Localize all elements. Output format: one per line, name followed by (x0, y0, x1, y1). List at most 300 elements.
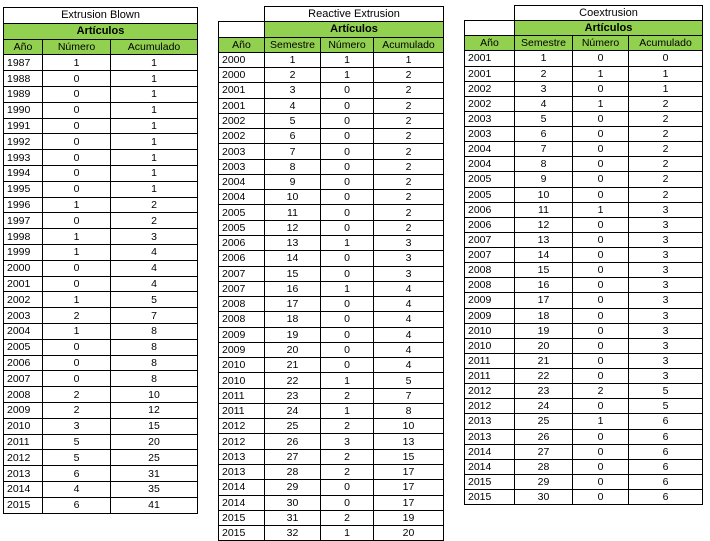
table-row (4, 276, 198, 292)
table-cell: 2005 (4, 339, 43, 355)
table-cell: 0 (573, 232, 629, 247)
table-cell: 2007 (219, 281, 265, 296)
table-cell: 2006 (465, 217, 515, 232)
table-cell: 4 (265, 98, 321, 113)
table-cell: 0 (321, 220, 374, 235)
table-row (219, 113, 444, 128)
table-row (219, 235, 444, 250)
table-row (4, 244, 198, 260)
table-cell: 1 (265, 52, 321, 67)
table-row (219, 174, 444, 189)
table-cell: 6 (43, 497, 111, 513)
table-cell: 0 (43, 276, 111, 292)
table-row (4, 292, 198, 308)
table-cell: 2 (374, 113, 444, 128)
table-cell: 3 (374, 235, 444, 250)
table-row (465, 338, 703, 353)
table-cell: 0 (573, 490, 629, 505)
table-body (465, 51, 703, 505)
table-cell: 6 (43, 466, 111, 482)
table-cell: 0 (573, 217, 629, 232)
table-row (465, 232, 703, 247)
table-cell: 3 (629, 202, 703, 217)
table-cell: 2006 (465, 202, 515, 217)
table-cell: 9 (515, 172, 573, 187)
table-cell: 3 (629, 308, 703, 323)
table-cell: 2 (629, 172, 703, 187)
table-cell: 2 (374, 220, 444, 235)
table-cell: 1 (111, 150, 198, 166)
table-row (465, 308, 703, 323)
table-cell: 2 (629, 111, 703, 126)
section-header: Artículos (515, 21, 703, 36)
table-cell: 12 (515, 217, 573, 232)
table-cell: 1 (573, 96, 629, 111)
table-cell: 1 (111, 71, 198, 87)
table-cell: 4 (111, 260, 198, 276)
table-cell: 2006 (219, 235, 265, 250)
table-cell: 2014 (4, 481, 43, 497)
table-cell: 0 (573, 323, 629, 338)
table-cell: 24 (515, 399, 573, 414)
table-cell: 2005 (465, 187, 515, 202)
table-cell: 2 (43, 308, 111, 324)
table-row (465, 384, 703, 399)
table-cell: 2008 (4, 387, 43, 403)
table-cell: 0 (43, 355, 111, 371)
table-cell: 1987 (4, 55, 43, 71)
table-cell: 30 (515, 490, 573, 505)
table-cell: 0 (43, 134, 111, 150)
table-cell: 20 (265, 342, 321, 357)
table-cell: 1 (515, 51, 573, 66)
table-cell: 15 (111, 418, 198, 434)
table-cell: 4 (111, 244, 198, 260)
table-cell: 6 (629, 474, 703, 489)
table-cell: 2006 (4, 355, 43, 371)
table-cell: 0 (321, 342, 374, 357)
table-cell: 13 (374, 434, 444, 449)
table-cell: 17 (374, 464, 444, 479)
table-cell: 26 (515, 429, 573, 444)
table-cell: 0 (43, 371, 111, 387)
table-row (4, 339, 198, 355)
table-cell: 3 (629, 263, 703, 278)
table-cell: 1991 (4, 118, 43, 134)
table-cell: 2004 (219, 190, 265, 205)
table-row (465, 187, 703, 202)
table-cell: 2 (321, 464, 374, 479)
table-row (219, 449, 444, 464)
table-row (4, 497, 198, 513)
table-cell: 2007 (4, 371, 43, 387)
table-cell: 5 (111, 292, 198, 308)
table-cell: 2 (374, 174, 444, 189)
table-cell: 1 (321, 235, 374, 250)
table-cell: 0 (321, 113, 374, 128)
table-cell: 1988 (4, 71, 43, 87)
table-cell: 21 (265, 358, 321, 373)
table-row (465, 414, 703, 429)
table-title: Coextrusion (515, 6, 703, 21)
table-cell: 0 (43, 118, 111, 134)
table-row (4, 434, 198, 450)
table-cell: 0 (43, 260, 111, 276)
table-row (465, 444, 703, 459)
table-cell: 1992 (4, 134, 43, 150)
table-cell: 0 (573, 127, 629, 142)
table-cell: 1 (374, 52, 444, 67)
table-cell: 2015 (4, 497, 43, 513)
table-cell: 5 (265, 113, 321, 128)
table-cell: 0 (321, 159, 374, 174)
table-cell: 0 (573, 81, 629, 96)
table-cell: 1 (43, 323, 111, 339)
table-cell: 1 (321, 68, 374, 83)
table-cell: 29 (265, 480, 321, 495)
table-cell: 2 (374, 129, 444, 144)
title-spacer (465, 6, 515, 21)
table-cell: 2 (374, 159, 444, 174)
table-row (4, 86, 198, 102)
table-cell: 16 (265, 281, 321, 296)
table-cell: 6 (629, 444, 703, 459)
table-row (219, 312, 444, 327)
table-cell: 1 (43, 244, 111, 260)
table-cell: 2 (321, 388, 374, 403)
table-cell: 12 (265, 220, 321, 235)
table-cell: 2008 (219, 312, 265, 327)
table-cell: 0 (43, 86, 111, 102)
table-cell: 2015 (465, 474, 515, 489)
table-cell: 2003 (219, 159, 265, 174)
table-cell: 15 (515, 263, 573, 278)
table-cell: 20 (515, 338, 573, 353)
table-cell: 1 (43, 292, 111, 308)
table-cell: 0 (573, 51, 629, 66)
table-cell: 0 (43, 71, 111, 87)
table-cell: 25 (265, 419, 321, 434)
table-cell: 20 (111, 434, 198, 450)
column-header-cumulative: Acumulado (629, 36, 703, 51)
table-cell: 5 (629, 399, 703, 414)
column-header-year: Año (219, 37, 265, 52)
table-cell: 2011 (4, 434, 43, 450)
table-cell: 19 (515, 323, 573, 338)
table-cell: 0 (321, 251, 374, 266)
table-cell: 2011 (219, 403, 265, 418)
table-cell: 0 (43, 150, 111, 166)
table-title: Reactive Extrusion (265, 7, 444, 22)
table-cell: 3 (629, 323, 703, 338)
table-cell: 2004 (4, 323, 43, 339)
table-row (4, 308, 198, 324)
table-row (4, 165, 198, 181)
table-cell: 6 (629, 490, 703, 505)
table-row (465, 172, 703, 187)
table-cell: 1 (43, 197, 111, 213)
table-cell: 25 (111, 450, 198, 466)
section-spacer (465, 21, 515, 36)
table-row (219, 373, 444, 388)
table-cell: 0 (321, 144, 374, 159)
table-cell: 2 (374, 144, 444, 159)
table-cell: 2014 (219, 495, 265, 510)
section-spacer (219, 22, 265, 37)
table-row (465, 96, 703, 111)
table-cell: 8 (374, 403, 444, 418)
table-cell: 0 (43, 339, 111, 355)
table-cell: 10 (111, 387, 198, 403)
table-cell: 1 (111, 165, 198, 181)
table-cell: 2 (629, 187, 703, 202)
table-cell: 1999 (4, 244, 43, 260)
table-cell: 23 (265, 388, 321, 403)
table-cell: 7 (265, 144, 321, 159)
table-cell: 5 (43, 434, 111, 450)
table-cell: 0 (321, 205, 374, 220)
table-cell: 1 (573, 202, 629, 217)
table-row (465, 157, 703, 172)
table-row (219, 281, 444, 296)
table-cell: 3 (374, 251, 444, 266)
table-cell: 3 (43, 418, 111, 434)
table-cell: 0 (573, 263, 629, 278)
table-cell: 12 (111, 402, 198, 418)
table-cell: 2000 (219, 52, 265, 67)
table-cell: 0 (321, 129, 374, 144)
table-row (219, 220, 444, 235)
table-cell: 2004 (219, 174, 265, 189)
column-header-year: Año (465, 36, 515, 51)
table-row (4, 118, 198, 134)
table-cell: 32 (265, 526, 321, 541)
table-cell: 2009 (465, 308, 515, 323)
table-row (219, 419, 444, 434)
table-cell: 2 (374, 68, 444, 83)
table-cell: 17 (374, 480, 444, 495)
table-cell: 2 (111, 213, 198, 229)
table-cell: 3 (629, 338, 703, 353)
table-cell: 2012 (219, 419, 265, 434)
table-cell: 0 (573, 338, 629, 353)
table-cell: 14 (265, 251, 321, 266)
table-cell: 0 (43, 213, 111, 229)
table-cell: 2014 (465, 444, 515, 459)
table-cell: 1 (321, 52, 374, 67)
table-cell: 2015 (465, 490, 515, 505)
table-cell: 21 (515, 353, 573, 368)
table-row (219, 358, 444, 373)
table-cell: 2001 (465, 66, 515, 81)
table-cell: 0 (573, 429, 629, 444)
table-row (219, 98, 444, 113)
table-row (219, 495, 444, 510)
table-cell: 3 (265, 83, 321, 98)
table-cell: 2013 (219, 449, 265, 464)
table-cell: 2007 (219, 266, 265, 281)
table-cell: 4 (374, 312, 444, 327)
table-cell: 0 (321, 266, 374, 281)
table-cell: 2010 (465, 338, 515, 353)
table-cell: 3 (321, 434, 374, 449)
table-cell: 2009 (465, 293, 515, 308)
table-cell: 6 (265, 129, 321, 144)
table-cell: 4 (515, 96, 573, 111)
table-row (465, 399, 703, 414)
table-cell: 3 (629, 248, 703, 263)
table-cell: 0 (573, 474, 629, 489)
table-row (219, 251, 444, 266)
table-row (4, 150, 198, 166)
table-cell: 2003 (219, 144, 265, 159)
table-cell: 0 (573, 248, 629, 263)
table-body (219, 52, 444, 541)
table-cell: 8 (111, 355, 198, 371)
table-cell: 4 (374, 327, 444, 342)
table-cell: 2 (629, 127, 703, 142)
table-cell: 5 (43, 450, 111, 466)
table-row (4, 213, 198, 229)
table-cell: 2 (321, 449, 374, 464)
table-cell: 2010 (219, 373, 265, 388)
table-row (4, 71, 198, 87)
table-row (4, 181, 198, 197)
table-cell: 2 (374, 98, 444, 113)
table-row (4, 450, 198, 466)
table-cell: 18 (515, 308, 573, 323)
table-cell: 2 (374, 83, 444, 98)
table-cell: 2009 (219, 327, 265, 342)
table-cell: 2002 (4, 292, 43, 308)
table-cell: 3 (515, 81, 573, 96)
table-cell: 1990 (4, 102, 43, 118)
table-cell: 2013 (465, 414, 515, 429)
table-row (219, 403, 444, 418)
table-cell: 3 (629, 232, 703, 247)
table-row (4, 197, 198, 213)
table-cell: 0 (321, 297, 374, 312)
table-cell: 2 (321, 510, 374, 525)
table-cell: 1989 (4, 86, 43, 102)
table-cell: 3 (111, 229, 198, 245)
table-cell: 31 (111, 466, 198, 482)
table-cell: 2010 (219, 358, 265, 373)
table-cell: 2010 (4, 418, 43, 434)
table-cell: 2005 (219, 220, 265, 235)
table-cell: 10 (265, 190, 321, 205)
title-spacer (219, 7, 265, 22)
table-cell: 0 (321, 174, 374, 189)
table-cell: 0 (321, 83, 374, 98)
column-header-number: Número (43, 39, 111, 55)
table-row (4, 55, 198, 71)
column-header-cumulative: Acumulado (111, 39, 198, 55)
table-row (465, 51, 703, 66)
table-cell: 1993 (4, 150, 43, 166)
table-cell: 2002 (219, 113, 265, 128)
table-cell: 1 (321, 403, 374, 418)
table-cell: 1 (43, 229, 111, 245)
table-cell: 2 (321, 419, 374, 434)
table-cell: 19 (374, 510, 444, 525)
table-row (465, 323, 703, 338)
table-cell: 27 (515, 444, 573, 459)
table-cell: 2009 (4, 402, 43, 418)
table-cell: 1 (111, 55, 198, 71)
table-cell: 1 (111, 181, 198, 197)
table-row (219, 434, 444, 449)
table-row (465, 111, 703, 126)
table-row (465, 369, 703, 384)
table-cell: 22 (515, 369, 573, 384)
table-cell: 1 (111, 102, 198, 118)
table-row (219, 144, 444, 159)
table-cell: 2015 (219, 510, 265, 525)
table-cell: 0 (573, 399, 629, 414)
table-cell: 2002 (465, 81, 515, 96)
table-cell: 23 (515, 384, 573, 399)
table-row (219, 327, 444, 342)
table-cell: 4 (374, 297, 444, 312)
table-cell: 0 (321, 98, 374, 113)
column-header-number: Número (573, 36, 629, 51)
table-row (465, 293, 703, 308)
table-cell: 1 (629, 66, 703, 81)
table-cell: 1 (321, 281, 374, 296)
extrusion-blown-table (3, 7, 198, 514)
table-cell: 11 (265, 205, 321, 220)
table-cell: 0 (321, 327, 374, 342)
table-cell: 2013 (219, 464, 265, 479)
table-cell: 20 (374, 526, 444, 541)
table-cell: 1995 (4, 181, 43, 197)
section-header: Artículos (4, 23, 198, 39)
table-cell: 0 (321, 480, 374, 495)
table-cell: 2 (265, 68, 321, 83)
table-cell: 2005 (219, 205, 265, 220)
table-cell: 6 (629, 414, 703, 429)
table-row (465, 490, 703, 505)
table-cell: 3 (629, 353, 703, 368)
table-cell: 3 (374, 266, 444, 281)
table-cell: 0 (43, 165, 111, 181)
table-cell: 10 (374, 419, 444, 434)
table-cell: 2015 (219, 526, 265, 541)
table-cell: 35 (111, 481, 198, 497)
table-cell: 26 (265, 434, 321, 449)
table-cell: 2008 (465, 263, 515, 278)
table-row (219, 342, 444, 357)
table-row (219, 68, 444, 83)
table-row (4, 371, 198, 387)
table-row (465, 278, 703, 293)
table-row (219, 129, 444, 144)
column-header-year: Año (4, 39, 43, 55)
table-row (219, 388, 444, 403)
table-cell: 0 (573, 293, 629, 308)
table-row (465, 202, 703, 217)
table-cell: 2012 (465, 384, 515, 399)
table-cell: 2 (629, 142, 703, 157)
table-row (219, 159, 444, 174)
table-row (219, 205, 444, 220)
table-cell: 17 (515, 293, 573, 308)
table-cell: 2 (43, 402, 111, 418)
table-cell: 2005 (465, 172, 515, 187)
table-row (219, 464, 444, 479)
table-cell: 10 (515, 187, 573, 202)
